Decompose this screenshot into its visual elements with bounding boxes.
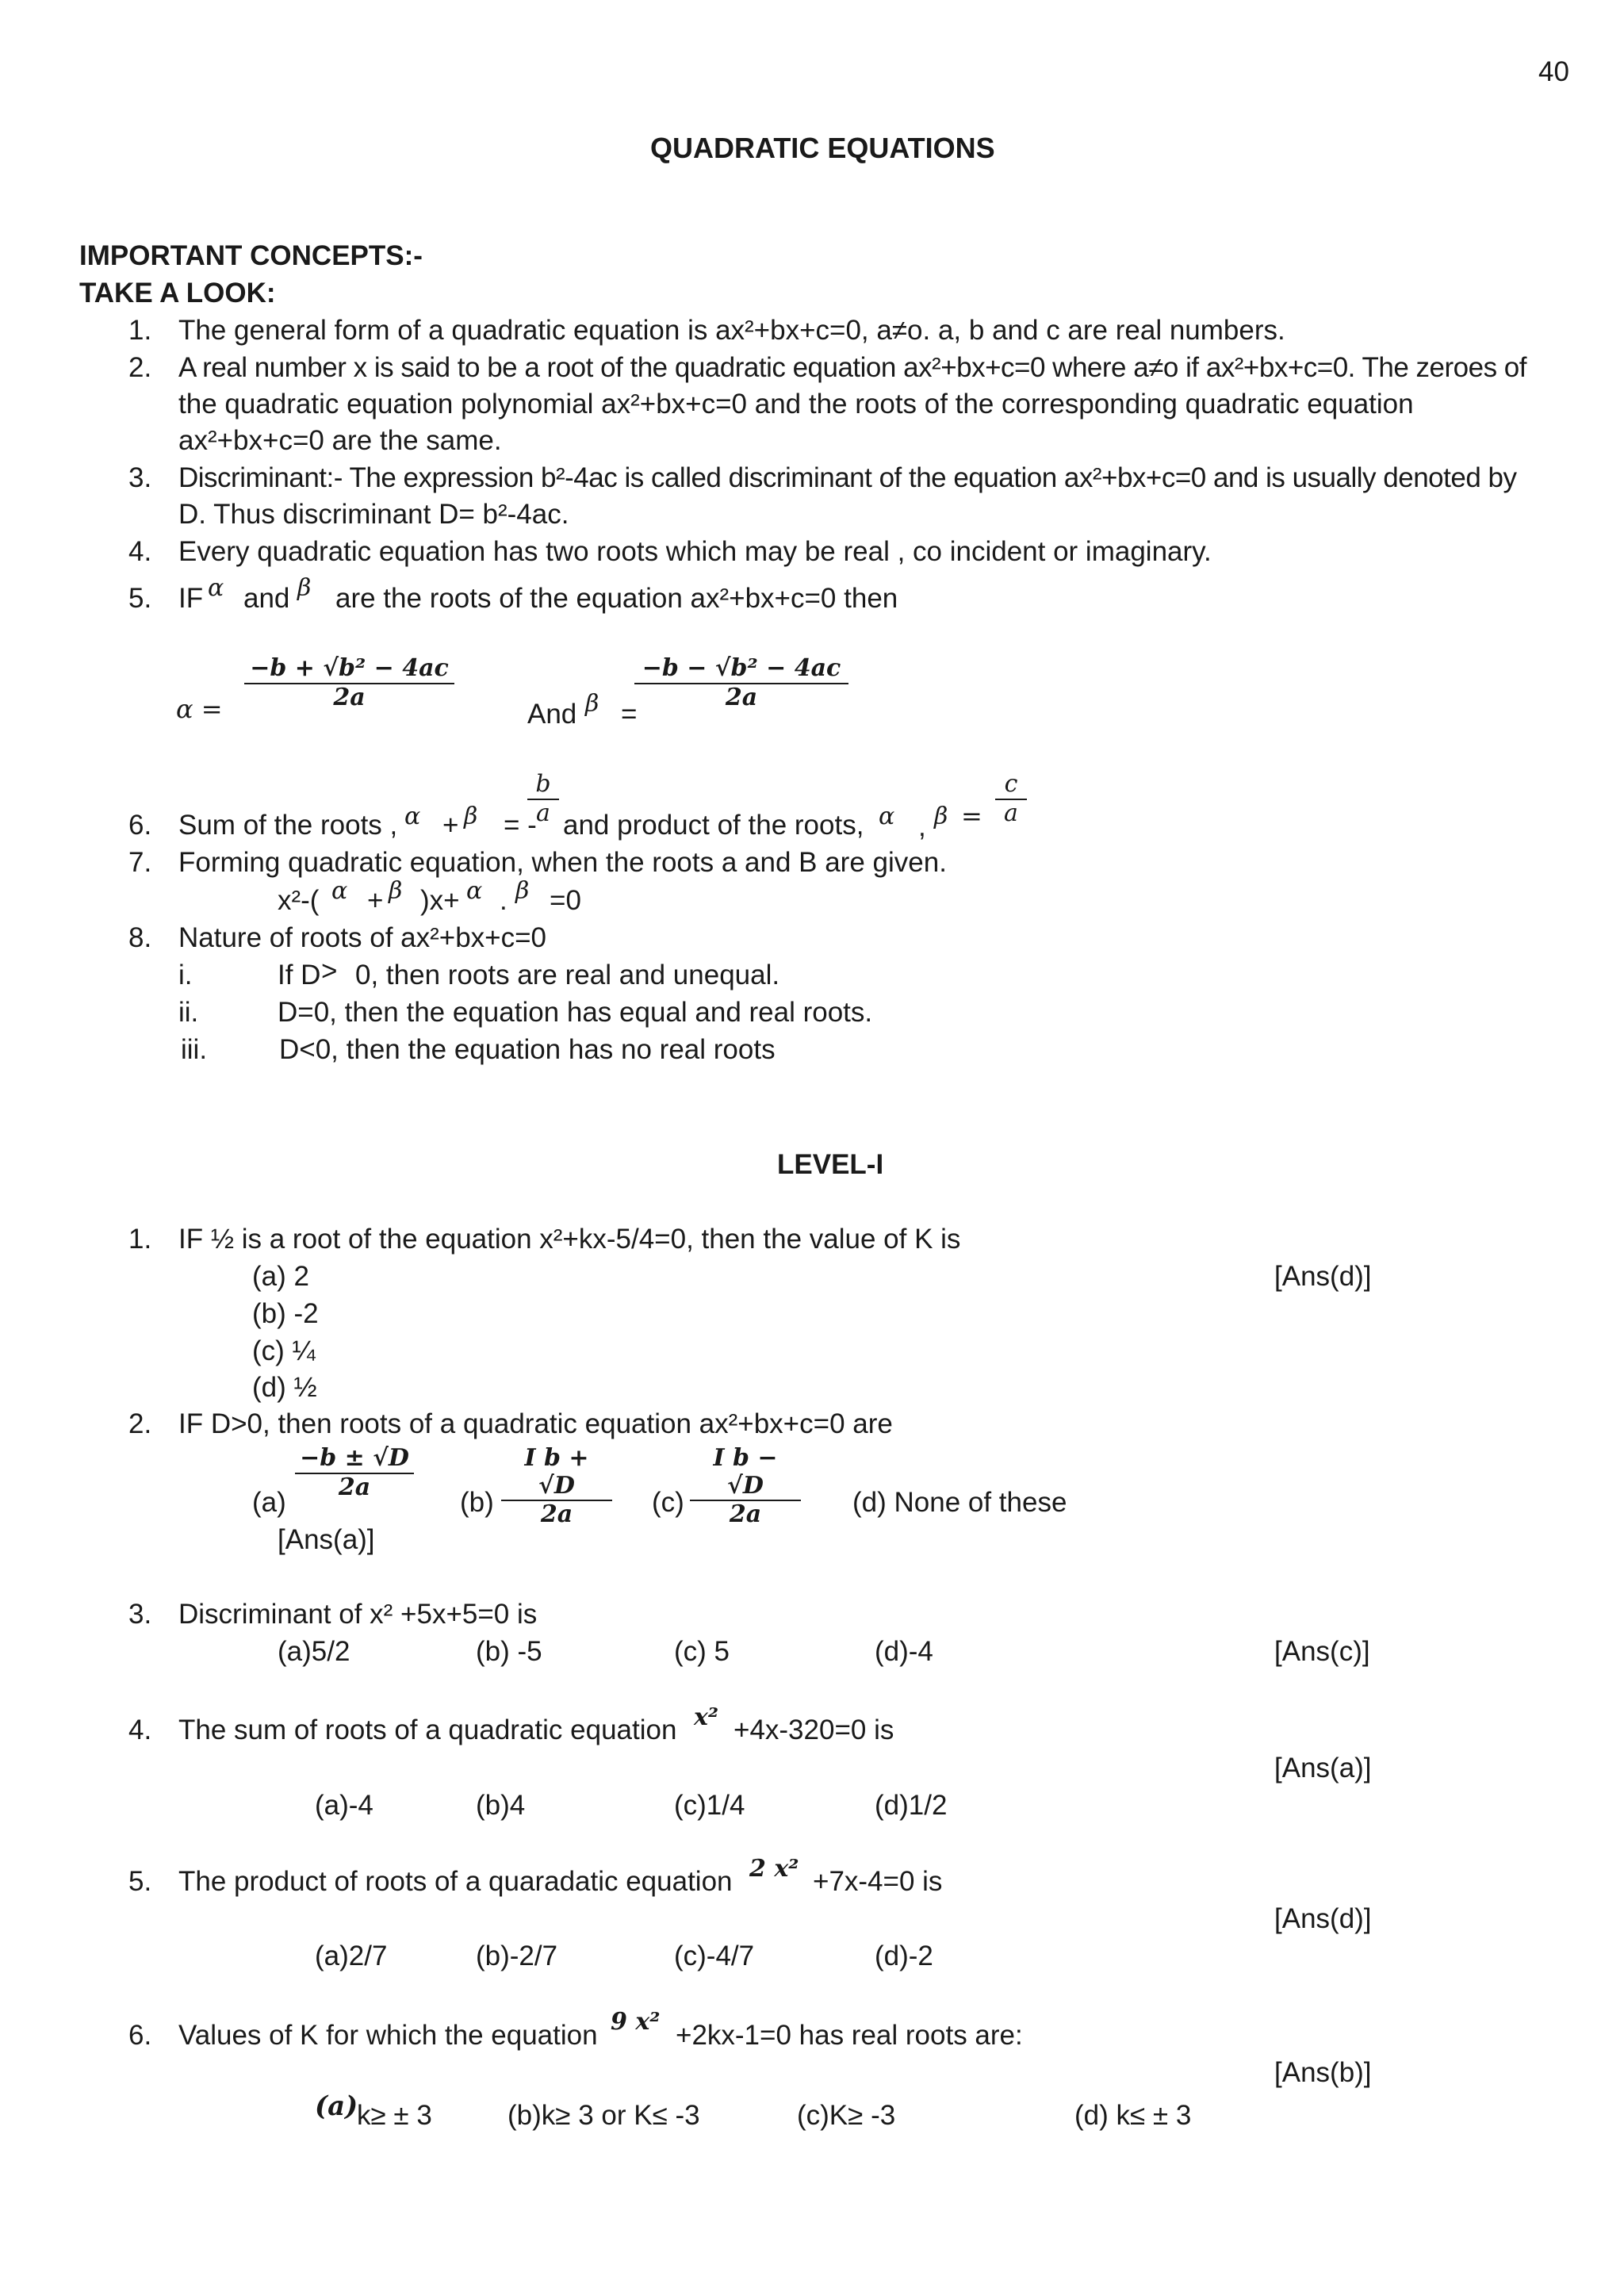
answer: [Ans(b)] — [1274, 2057, 1372, 2088]
answer: [Ans(a)] — [1274, 1753, 1372, 1784]
plus-sign: + — [442, 810, 459, 841]
option-b: (b)k≥ 3 or K≤ -3 — [508, 2100, 700, 2131]
equals-sign: = — [961, 801, 982, 831]
math-term: 2 x² — [749, 1855, 799, 1883]
item-number: 1. — [128, 315, 152, 346]
formula-part-1: x²-( — [278, 885, 320, 916]
question-text: IF ½ is a root of the equation x²+kx-5/4=0, then the value of K is — [178, 1224, 961, 1255]
option-c: (c)-4/7 — [674, 1941, 755, 1971]
sub-item-text: D<0, then the equation has no real roots — [279, 1034, 776, 1065]
product-label: and product of the roots, — [563, 810, 864, 841]
level-heading: LEVEL-I — [777, 1149, 884, 1180]
question-text: Values of K for which the equation — [178, 2020, 598, 2051]
option-c-denominator: 2a — [729, 1500, 762, 1528]
plus-sign: + — [367, 885, 384, 916]
sum-numerator: b — [527, 771, 559, 800]
option-b-denominator: 2a — [540, 1500, 573, 1528]
option-c-numerator: I b − √D — [690, 1445, 801, 1501]
alpha-root-denominator: 2a — [333, 683, 366, 711]
page-number: 40 — [1538, 56, 1569, 87]
question-number: 4. — [128, 1715, 152, 1745]
alpha-symbol: α — [404, 803, 421, 830]
question-text: The product of roots of a quaradatic equation — [178, 1866, 733, 1897]
concept-text: Nature of roots of ax²+bx+c=0 — [178, 922, 547, 953]
item-number: 8. — [128, 922, 152, 953]
beta-symbol: β — [297, 574, 312, 602]
formula-part-5: =0 — [550, 885, 581, 916]
option-a-fraction — [295, 1445, 414, 1501]
alpha-symbol: α — [466, 877, 483, 905]
math-term: 9 x² — [611, 2008, 661, 2036]
sub-item-text: D=0, then the equation has equal and real roots. — [278, 997, 873, 1028]
answer: [Ans(c)] — [1274, 1636, 1370, 1667]
greater-than-sign: > — [321, 956, 338, 987]
item-number: 6. — [128, 810, 152, 841]
concept-text-line-1: A real number x is said to be a root of the quadratic equation ax²+bx+c=0 where a≠o if ax²+bx+c=0. The zeroes of — [178, 352, 1526, 383]
alpha-symbol: α — [208, 574, 224, 602]
comma: , — [918, 811, 926, 842]
item-number: 7. — [128, 847, 152, 878]
option-b: (b) -2 — [252, 1298, 319, 1329]
and-label: and — [243, 583, 290, 614]
concept-text: Every quadratic equation has two roots which may be real , co incident or imaginary. — [178, 536, 1212, 567]
option-d: (d) None of these — [852, 1487, 1067, 1518]
option-a-label: (a) — [315, 2090, 358, 2122]
concept-text: Forming quadratic equation, when the roots a and B are given. — [178, 847, 947, 878]
option-d: (d) ½ — [252, 1372, 317, 1403]
alpha-root-numerator: −b + √b² − 4ac — [244, 655, 454, 684]
option-a: (a)-4 — [315, 1790, 373, 1821]
beta-root-numerator: −b − √b² − 4ac — [634, 655, 848, 684]
sum-label: Sum of the roots , — [178, 810, 398, 841]
beta-root-denominator: 2a — [725, 683, 758, 711]
beta-equals: = — [621, 699, 638, 730]
question-number: 1. — [128, 1224, 152, 1255]
alpha-symbol: α — [331, 877, 348, 905]
answer: [Ans(d)] — [1274, 1903, 1372, 1934]
question-text-rest: +2kx-1=0 has real roots are: — [676, 2020, 1023, 2051]
option-a: (a)5/2 — [278, 1636, 350, 1667]
if-label: IF — [178, 583, 204, 614]
beta-symbol: β — [934, 803, 948, 830]
question-text: Discriminant of x² +5x+5=0 is — [178, 1599, 538, 1630]
concepts-heading: IMPORTANT CONCEPTS:- — [79, 240, 423, 271]
option-d: (d) k≤ ± 3 — [1074, 2100, 1192, 2131]
alpha-symbol: α — [879, 803, 895, 830]
sub-item-number: i. — [178, 960, 193, 990]
option-b-label: (b) — [460, 1487, 494, 1518]
option-b: (b)4 — [476, 1790, 526, 1821]
option-b-fraction — [501, 1445, 612, 1529]
question-text: The sum of roots of a quadratic equation — [178, 1715, 677, 1745]
beta-symbol: β — [585, 690, 599, 718]
item-number: 4. — [128, 536, 152, 567]
question-number: 5. — [128, 1866, 152, 1897]
item-number: 2. — [128, 352, 152, 383]
dot-sign: . — [500, 885, 508, 916]
sub-item-text: If D — [278, 960, 321, 990]
option-a: (a) 2 — [252, 1261, 309, 1292]
equals-minus: = - — [504, 810, 537, 841]
question-text-rest: +4x-320=0 is — [733, 1715, 894, 1745]
formula-part-3: )x+ — [420, 885, 460, 916]
sub-item-number: ii. — [178, 997, 199, 1028]
option-a-numerator: −b ± √D — [295, 1445, 414, 1474]
option-c-label: (c) — [652, 1487, 684, 1518]
take-a-look-heading: TAKE A LOOK: — [79, 278, 276, 308]
product-numerator: c — [995, 771, 1027, 800]
and-beta-label: And — [527, 699, 577, 730]
option-c: (c)1/4 — [674, 1790, 745, 1821]
sum-denominator: a — [536, 799, 550, 827]
option-d: (d)1/2 — [875, 1790, 948, 1821]
beta-symbol: β — [515, 877, 530, 905]
option-d: (d)-2 — [875, 1941, 933, 1971]
sub-item-number: iii. — [181, 1034, 208, 1065]
option-c-fraction — [690, 1445, 801, 1529]
product-fraction — [995, 771, 1027, 827]
question-number: 3. — [128, 1599, 152, 1630]
sub-item-text: 0, then roots are real and unequal. — [355, 960, 780, 990]
beta-root-fraction — [634, 655, 848, 711]
concept-text-line-2: the quadratic equation polynomial ax²+bx+c=0 and the roots of the corresponding quadratic equation — [178, 389, 1414, 420]
option-a-label: (a) — [252, 1487, 286, 1518]
option-c: (c)K≥ -3 — [797, 2100, 896, 2131]
option-b: (b)-2/7 — [476, 1941, 558, 1971]
option-d: (d)-4 — [875, 1636, 933, 1667]
product-denominator: a — [1004, 799, 1018, 827]
question-text: IF D>0, then roots of a quadratic equation ax²+bx+c=0 are — [178, 1408, 893, 1439]
concept-text-line-1: Discriminant:- The expression b²-4ac is called discriminant of the equation ax²+bx+c=0 and is usually denoted by — [178, 462, 1517, 493]
question-number: 6. — [128, 2020, 152, 2051]
concept-text-line-2: D. Thus discriminant D= b²-4ac. — [178, 499, 569, 530]
concept-text-line-3: ax²+bx+c=0 are the same. — [178, 425, 502, 456]
concept-text: are the roots of the equation ax²+bx+c=0 then — [335, 583, 898, 614]
answer: [Ans(d)] — [1274, 1261, 1372, 1292]
option-a-denominator: 2a — [338, 1473, 371, 1501]
option-c: (c) ¼ — [252, 1335, 316, 1366]
beta-symbol: β — [464, 803, 478, 830]
item-number: 3. — [128, 462, 152, 493]
answer: [Ans(a)] — [278, 1524, 375, 1555]
option-a: (a)2/7 — [315, 1941, 388, 1971]
sum-fraction — [527, 771, 559, 827]
option-b: (b) -5 — [476, 1636, 542, 1667]
option-a: k≥ ± 3 — [357, 2100, 432, 2131]
item-number: 5. — [128, 583, 152, 614]
alpha-equals: α = — [176, 694, 223, 724]
beta-symbol: β — [389, 877, 403, 905]
question-text-rest: +7x-4=0 is — [813, 1866, 943, 1897]
math-term: x² — [694, 1703, 719, 1731]
concept-text: The general form of a quadratic equation is ax²+bx+c=0, a≠o. a, b and c are real numbers. — [178, 315, 1285, 346]
page-title: QUADRATIC EQUATIONS — [650, 132, 995, 164]
alpha-root-fraction — [244, 655, 454, 711]
question-number: 2. — [128, 1408, 152, 1439]
option-b-numerator: I b + √D — [501, 1445, 612, 1501]
option-c: (c) 5 — [674, 1636, 730, 1667]
